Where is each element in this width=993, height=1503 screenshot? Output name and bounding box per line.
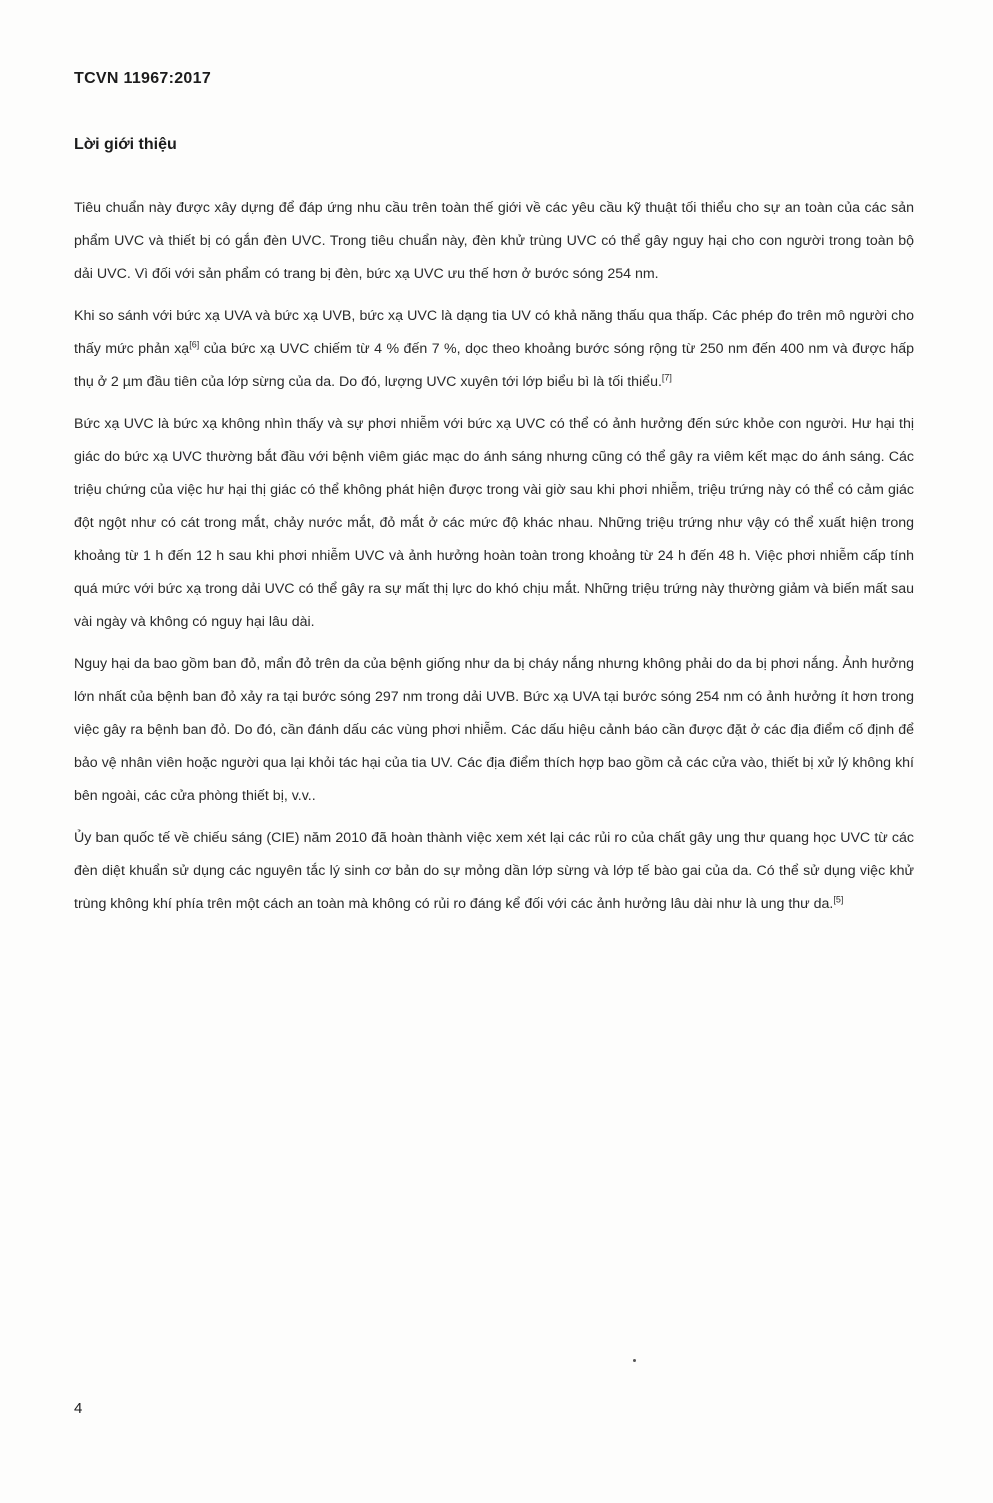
- page-number: 4: [74, 1400, 83, 1417]
- reference-7: [7]: [661, 372, 672, 383]
- section-title: Lời giới thiệu: [74, 136, 177, 153]
- paragraph-3: Bức xạ UVC là bức xạ không nhìn thấy và sự phơi nhiễm với bức xạ UVC có thể có ảnh hưởng đến sức khỏe con người. Hư hại thị giác do bức xạ UVC thường bắt đầu với bệnh viêm giác mạc do ánh sáng nhưng cũng có thể gây ra viêm kết mạc do ánh sáng. Các triệu chứng của việc hư hại thị giác có thể không phát hiện được trong vài giờ sau khi phơi nhiễm, triệu trứng này có thể có cảm giác đột ngột như có cát trong mắt, chảy nước mắt, đỏ mắt ở các mức độ khác nhau. Những triệu trứng như vậy có thể xuất hiện trong khoảng từ 1 h đến 12 h sau khi phơi nhiễm UVC và ảnh hưởng hoàn toàn trong khoảng từ 24 h đến 48 h. Việc phơi nhiễm cấp tính quá mức với bức xạ trong dải UVC có thể gây ra sự mất thị lực do khó chịu mắt. Những triệu trứng này thường giảm và biến mất sau vài ngày và không có nguy hại lâu dài.: [74, 416, 914, 630]
- body-text: [74, 192, 914, 930]
- paragraph-5: [74, 822, 914, 921]
- paragraph-2-text-b: của bức xạ UVC chiếm từ 4 % đến 7 %, dọc theo khoảng bước sóng rộng từ 250 nm đến 400 nm và được hấp thụ ở 2 µm đầu tiên của lớp sừng của da. Do đó, lượng UVC xuyên tới lớp biểu bì là tối thiểu.: [74, 341, 914, 390]
- paragraph-2-text-a: Khi so sánh với bức xạ UVA và bức xạ UVB, bức xạ UVC là dạng tia UV có khả năng thấu qua thấp. Các phép đo trên mô người cho thấy mức phản xạ: [74, 308, 914, 357]
- scan-speck: [633, 1359, 636, 1362]
- reference-5: [5]: [833, 894, 844, 905]
- reference-6: [6]: [189, 339, 200, 350]
- paragraph-1: Tiêu chuẩn này được xây dựng để đáp ứng nhu cầu trên toàn thế giới về các yêu cầu kỹ thuật tối thiểu cho sự an toàn của các sản phẩm UVC và thiết bị có gắn đèn UVC. Trong tiêu chuẩn này, đèn khử trùng UVC có thể gây nguy hại cho con người trong toàn bộ dải UVC. Vì đối với sản phẩm có trang bị đèn, bức xạ UVC ưu thế hơn ở bước sóng 254 nm.: [74, 200, 914, 282]
- document-id: TCVN 11967:2017: [74, 70, 212, 87]
- paragraph-5-text: Ủy ban quốc tế về chiếu sáng (CIE) năm 2010 đã hoàn thành việc xem xét lại các rủi ro của chất gây ung thư quang học UVC từ các đèn diệt khuẩn sử dụng các nguyên tắc lý sinh cơ bản do sự mỏng dần lớp sừng và lớp tế bào gai của da. Có thể sử dụng việc khử trùng không khí phía trên một cách an toàn mà không có rủi ro đáng kể đối với các ảnh hưởng lâu dài như là ung thư da.: [74, 830, 914, 912]
- paragraph-4: Nguy hại da bao gồm ban đỏ, mẩn đỏ trên da của bệnh giống như da bị cháy nắng nhưng không phải do da bị phơi nắng. Ảnh hưởng lớn nhất của bệnh ban đỏ xảy ra tại bước sóng 297 nm trong dải UVB. Bức xạ UVA tại bước sóng 254 nm có ảnh hưởng ít hơn trong việc gây ra bệnh ban đỏ. Do đó, cần đánh dấu các vùng phơi nhiễm. Các dấu hiệu cảnh báo cần được đặt ở các địa điểm cố định để bảo vệ nhân viên hoặc người qua lại khỏi tác hại của tia UV. Các địa điểm thích hợp bao gồm cả các cửa vào, thiết bị xử lý không khí bên ngoài, các cửa phòng thiết bị, v.v..: [74, 656, 914, 804]
- paragraph-2: [74, 300, 914, 399]
